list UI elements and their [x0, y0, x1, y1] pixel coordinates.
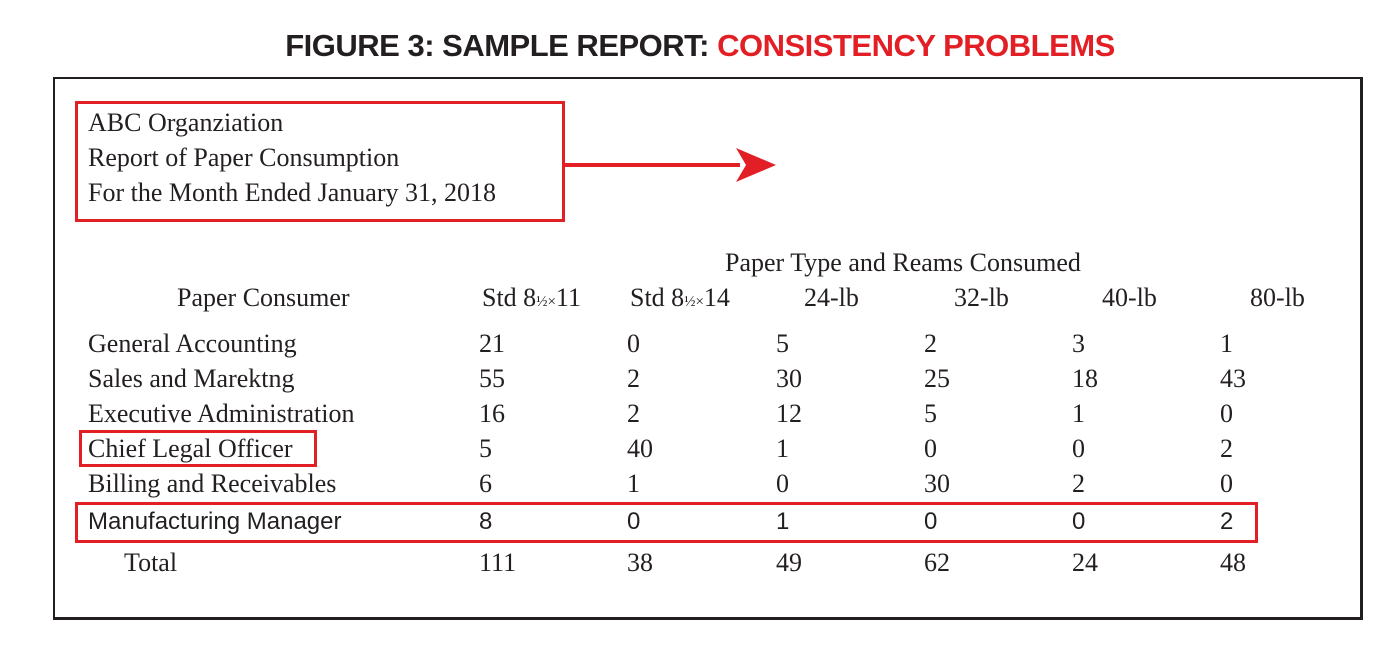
- table-cell: 16: [479, 399, 505, 428]
- table-cell: 5: [924, 399, 937, 428]
- table-cell: 1: [776, 434, 789, 463]
- table-cell: 0: [627, 508, 641, 535]
- table-cell: 5: [776, 329, 789, 358]
- table-cell: 2: [627, 399, 640, 428]
- table-cell: 3: [1072, 329, 1085, 358]
- row-label: Billing and Receivables: [88, 469, 337, 498]
- report-name: Report of Paper Consumption: [88, 143, 400, 172]
- row-label: Chief Legal Officer: [88, 434, 293, 463]
- figure-title-prefix: FIGURE 3: SAMPLE REPORT:: [285, 28, 718, 63]
- table-cell: 0: [1072, 508, 1086, 535]
- table-cell: 8: [479, 508, 493, 535]
- total-cell: 38: [627, 548, 653, 577]
- total-cell: 111: [479, 548, 517, 577]
- table-cell: 43: [1220, 364, 1246, 393]
- consumer-header: Paper Consumer: [177, 283, 350, 312]
- table-cell: 0: [1220, 469, 1233, 498]
- table-cell: 55: [479, 364, 505, 393]
- column-header: 32-lb: [954, 283, 1009, 312]
- row-highlight-box: [75, 502, 1258, 543]
- table-cell: 2: [1220, 434, 1233, 463]
- row-label: Executive Administration: [88, 399, 355, 428]
- table-cell: 1: [776, 508, 790, 535]
- table-cell: 1: [1072, 399, 1085, 428]
- table-cell: 25: [924, 364, 950, 393]
- report-period: For the Month Ended January 31, 2018: [88, 178, 497, 207]
- table-cell: 5: [479, 434, 492, 463]
- column-header: 40-lb: [1102, 283, 1157, 312]
- table-cell: 6: [479, 469, 492, 498]
- arrow-right-icon: [560, 140, 780, 190]
- table-cell: 0: [1220, 399, 1233, 428]
- header-highlight-box: [75, 101, 565, 222]
- row-label: General Accounting: [88, 329, 297, 358]
- table-cell: 2: [924, 329, 937, 358]
- total-cell: 62: [924, 548, 950, 577]
- table-cell: 30: [776, 364, 802, 393]
- table-cell: 30: [924, 469, 950, 498]
- table-cell: 21: [479, 329, 505, 358]
- table-cell: 0: [776, 469, 789, 498]
- table-cell: 1: [627, 469, 640, 498]
- total-label: Total: [124, 548, 178, 577]
- row-label: Manufacturing Manager: [88, 508, 342, 535]
- table-cell: 18: [1072, 364, 1098, 393]
- table-cell: 0: [627, 329, 640, 358]
- column-header: 80-lb: [1250, 283, 1305, 312]
- total-cell: 48: [1220, 548, 1246, 577]
- table-cell: 12: [776, 399, 802, 428]
- table-cell: 0: [924, 508, 938, 535]
- table-cell: 2: [627, 364, 640, 393]
- figure-title-highlight: CONSISTENCY PROBLEMS: [717, 28, 1115, 63]
- row-label-highlight-box: [79, 430, 317, 467]
- group-header: Paper Type and Reams Consumed: [725, 248, 1081, 277]
- table-cell: 1: [1220, 329, 1233, 358]
- column-header: Std 8½×14: [630, 283, 730, 312]
- table-cell: 40: [627, 434, 653, 463]
- total-cell: 49: [776, 548, 802, 577]
- table-cell: 0: [924, 434, 937, 463]
- total-cell: 24: [1072, 548, 1098, 577]
- report-organization: ABC Organziation: [88, 108, 284, 137]
- table-cell: 2: [1220, 508, 1234, 535]
- column-header: Std 8½×11: [482, 283, 581, 312]
- row-label: Sales and Marektng: [88, 364, 295, 393]
- table-cell: 2: [1072, 469, 1085, 498]
- figure-title: [0, 28, 1400, 64]
- table-cell: 0: [1072, 434, 1085, 463]
- column-header: 24-lb: [804, 283, 859, 312]
